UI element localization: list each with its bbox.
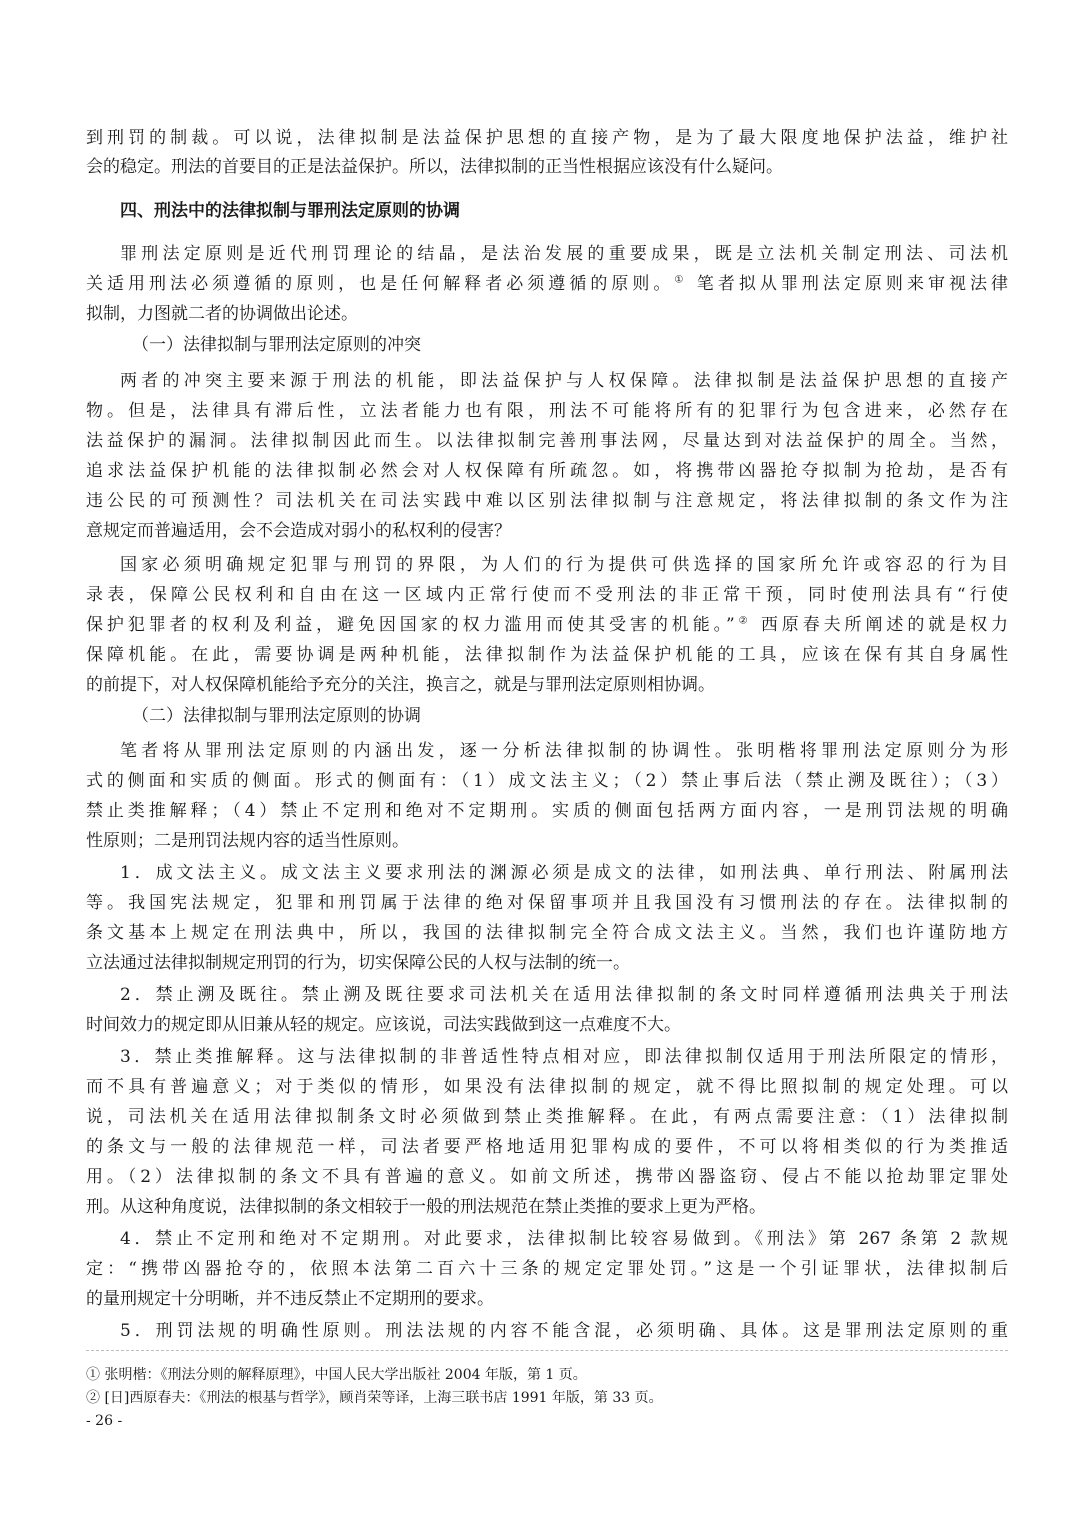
paragraph-line: 3．禁止类推解释。这与法律拟制的非普适性特点相对应，即法律拟制仅适用于刑法所限定的情形， xyxy=(120,1047,1008,1067)
subsection-heading: （二）法律拟制与罪刑法定原则的协调 xyxy=(132,706,421,726)
text-run: 保护犯罪者的权利及利益，避免因国家的权力滥用而使其受害的机能。” xyxy=(86,615,735,635)
paragraph-line: 说，司法机关在适用法律拟制条文时必须做到禁止类推解释。在此，有两点需要注意：（1）法律拟制 xyxy=(86,1107,1008,1127)
page-number: - 26 - xyxy=(86,1413,123,1429)
footnote-marker: ① xyxy=(674,274,688,286)
paragraph-line: 用。（2）法律拟制的条文不具有普遍的意义。如前文所述，携带凶器盗窃、侵占不能以抢劫罪定罪处 xyxy=(86,1167,1008,1187)
paragraph-line: 物。但是，法律具有滞后性，立法者能力也有限，刑法不可能将所有的犯罪行为包含进来，必然存在 xyxy=(86,401,1008,421)
paragraph-line: 1．成文法主义。成文法主义要求刑法的渊源必须是成文的法律，如刑法典、单行刑法、附属刑法 xyxy=(120,863,1008,883)
text-run: 西原春夫所阐述的就是权力 xyxy=(751,615,1008,635)
paragraph-line: 拟制，力图就二者的协调做出论述。 xyxy=(86,304,358,324)
paragraph-line: 两者的冲突主要来源于刑法的机能，即法益保护与人权保障。法律拟制是法益保护思想的直接产 xyxy=(120,371,1008,391)
paragraph-line: 录表，保障公民权利和自由在这一区域内正常行使而不受刑法的非正常干预，同时使刑法具有“行使 xyxy=(86,585,1008,605)
subsection-heading: （一）法律拟制与罪刑法定原则的冲突 xyxy=(132,335,421,355)
paragraph-line: 2．禁止溯及既往。禁止溯及既往要求司法机关在适用法律拟制的条文时同样遵循刑法典关于刑法 xyxy=(120,985,1008,1005)
paragraph-line: 式的侧面和实质的侧面。形式的侧面有：（1）成文法主义；（2）禁止事后法（禁止溯及既往）；（3） xyxy=(86,771,1008,791)
paragraph-line: 追求法益保护机能的法律拟制必然会对人权保障有所疏忽。如，将携带凶器抢夺拟制为抢劫，是否有 xyxy=(86,461,1008,481)
paragraph-line: 的条文与一般的法律规范一样，司法者要严格地适用犯罪构成的要件，不可以将相类似的行为类推适 xyxy=(86,1137,1008,1157)
paragraph-line: 意规定而普遍适用，会不会造成对弱小的私权利的侵害？ xyxy=(86,521,511,541)
text-run: 笔者拟从罪刑法定原则来审视法律 xyxy=(687,274,1009,294)
paragraph-line: 而不具有普遍意义；对于类似的情形，如果没有法律拟制的规定，就不得比照拟制的规定处理。可以 xyxy=(86,1077,1008,1097)
footnote-marker: ② xyxy=(734,615,752,627)
paragraph-line: 罪刑法定原则是近代刑罚理论的结晶，是法治发展的重要成果，既是立法机关制定刑法、司法机 xyxy=(120,244,1008,264)
paragraph-line: 的前提下，对人权保障机能给予充分的关注，换言之，就是与罪刑法定原则相协调。 xyxy=(86,675,715,695)
paragraph-line: 的量刑规定十分明晰，并不违反禁止不定期刑的要求。 xyxy=(86,1289,494,1309)
paragraph-line: 条文基本上规定在刑法典中，所以，我国的法律拟制完全符合成文法主义。当然，我们也许谨防地方 xyxy=(86,923,1008,943)
paragraph-line: 国家必须明确规定犯罪与刑罚的界限，为人们的行为提供可供选择的国家所允许或容忍的行为目 xyxy=(120,555,1008,575)
paragraph-line: 禁止类推解释；（4）禁止不定刑和绝对不定期刑。实质的侧面包括两方面内容，一是刑罚法规的明确 xyxy=(86,801,1008,821)
footnote: ② [日]西原春夫：《刑法的根基与哲学》，顾肖荣等译，上海三联书店 1991 年版，第 33 页。 xyxy=(86,1390,663,1406)
paragraph-line: 4．禁止不定刑和绝对不定期刑。对此要求，法律拟制比较容易做到。《刑法》第 267 条第 2 款规 xyxy=(120,1229,1008,1249)
paragraph-line: 立法通过法律拟制规定刑罚的行为，切实保障公民的人权与法制的统一。 xyxy=(86,953,630,973)
paragraph-line: 保障机能。在此，需要协调是两种机能，法律拟制作为法益保护机能的工具，应该在保有其自身属性 xyxy=(86,645,1008,665)
paragraph-line: 定：“携带凶器抢夺的，依照本法第二百六十三条的规定定罪处罚。”这是一个引证罪状，法律拟制后 xyxy=(86,1259,1008,1279)
paragraph-line: 违公民的可预测性？司法机关在司法实践中难以区别法律拟制与注意规定，将法律拟制的条文作为注 xyxy=(86,491,1008,511)
paragraph-line: 笔者将从罪刑法定原则的内涵出发，逐一分析法律拟制的协调性。张明楷将罪刑法定原则分为形 xyxy=(120,741,1008,761)
paragraph-line: 等。我国宪法规定，犯罪和刑罚属于法律的绝对保留事项并且我国没有习惯刑法的存在。法律拟制的 xyxy=(86,893,1008,913)
paragraph-line: 时间效力的规定即从旧兼从轻的规定。应该说，司法实践做到这一点难度不大。 xyxy=(86,1015,681,1035)
footnote-divider xyxy=(86,1350,1008,1351)
paragraph-line: 到刑罚的制裁。可以说，法律拟制是法益保护思想的直接产物，是为了最大限度地保护法益，维护社 xyxy=(86,128,1008,148)
paragraph-line: 刑。从这种角度说，法律拟制的条文相较于一般的刑法规范在禁止类推的要求上更为严格。 xyxy=(86,1197,766,1217)
section-heading: 四、刑法中的法律拟制与罪刑法定原则的协调 xyxy=(120,201,460,221)
footnote: ① 张明楷：《刑法分则的解释原理》，中国人民大学出版社 2004 年版，第 1 页。 xyxy=(86,1367,587,1383)
paragraph-line: 会的稳定。刑法的首要目的正是法益保护。所以，法律拟制的正当性根据应该没有什么疑问。 xyxy=(86,157,783,177)
paragraph-line: 性原则；二是刑罚法规内容的适当性原则。 xyxy=(86,831,409,851)
paragraph-line: 5．刑罚法规的明确性原则。刑法法规的内容不能含混，必须明确、具体。这是罪刑法定原则的重 xyxy=(120,1321,1008,1341)
paragraph-line: 法益保护的漏洞。法律拟制因此而生。以法律拟制完善刑事法网，尽量达到对法益保护的周全。当然， xyxy=(86,431,1008,451)
text-run: 关适用刑法必须遵循的原则，也是任何解释者必须遵循的原则。 xyxy=(86,274,675,294)
